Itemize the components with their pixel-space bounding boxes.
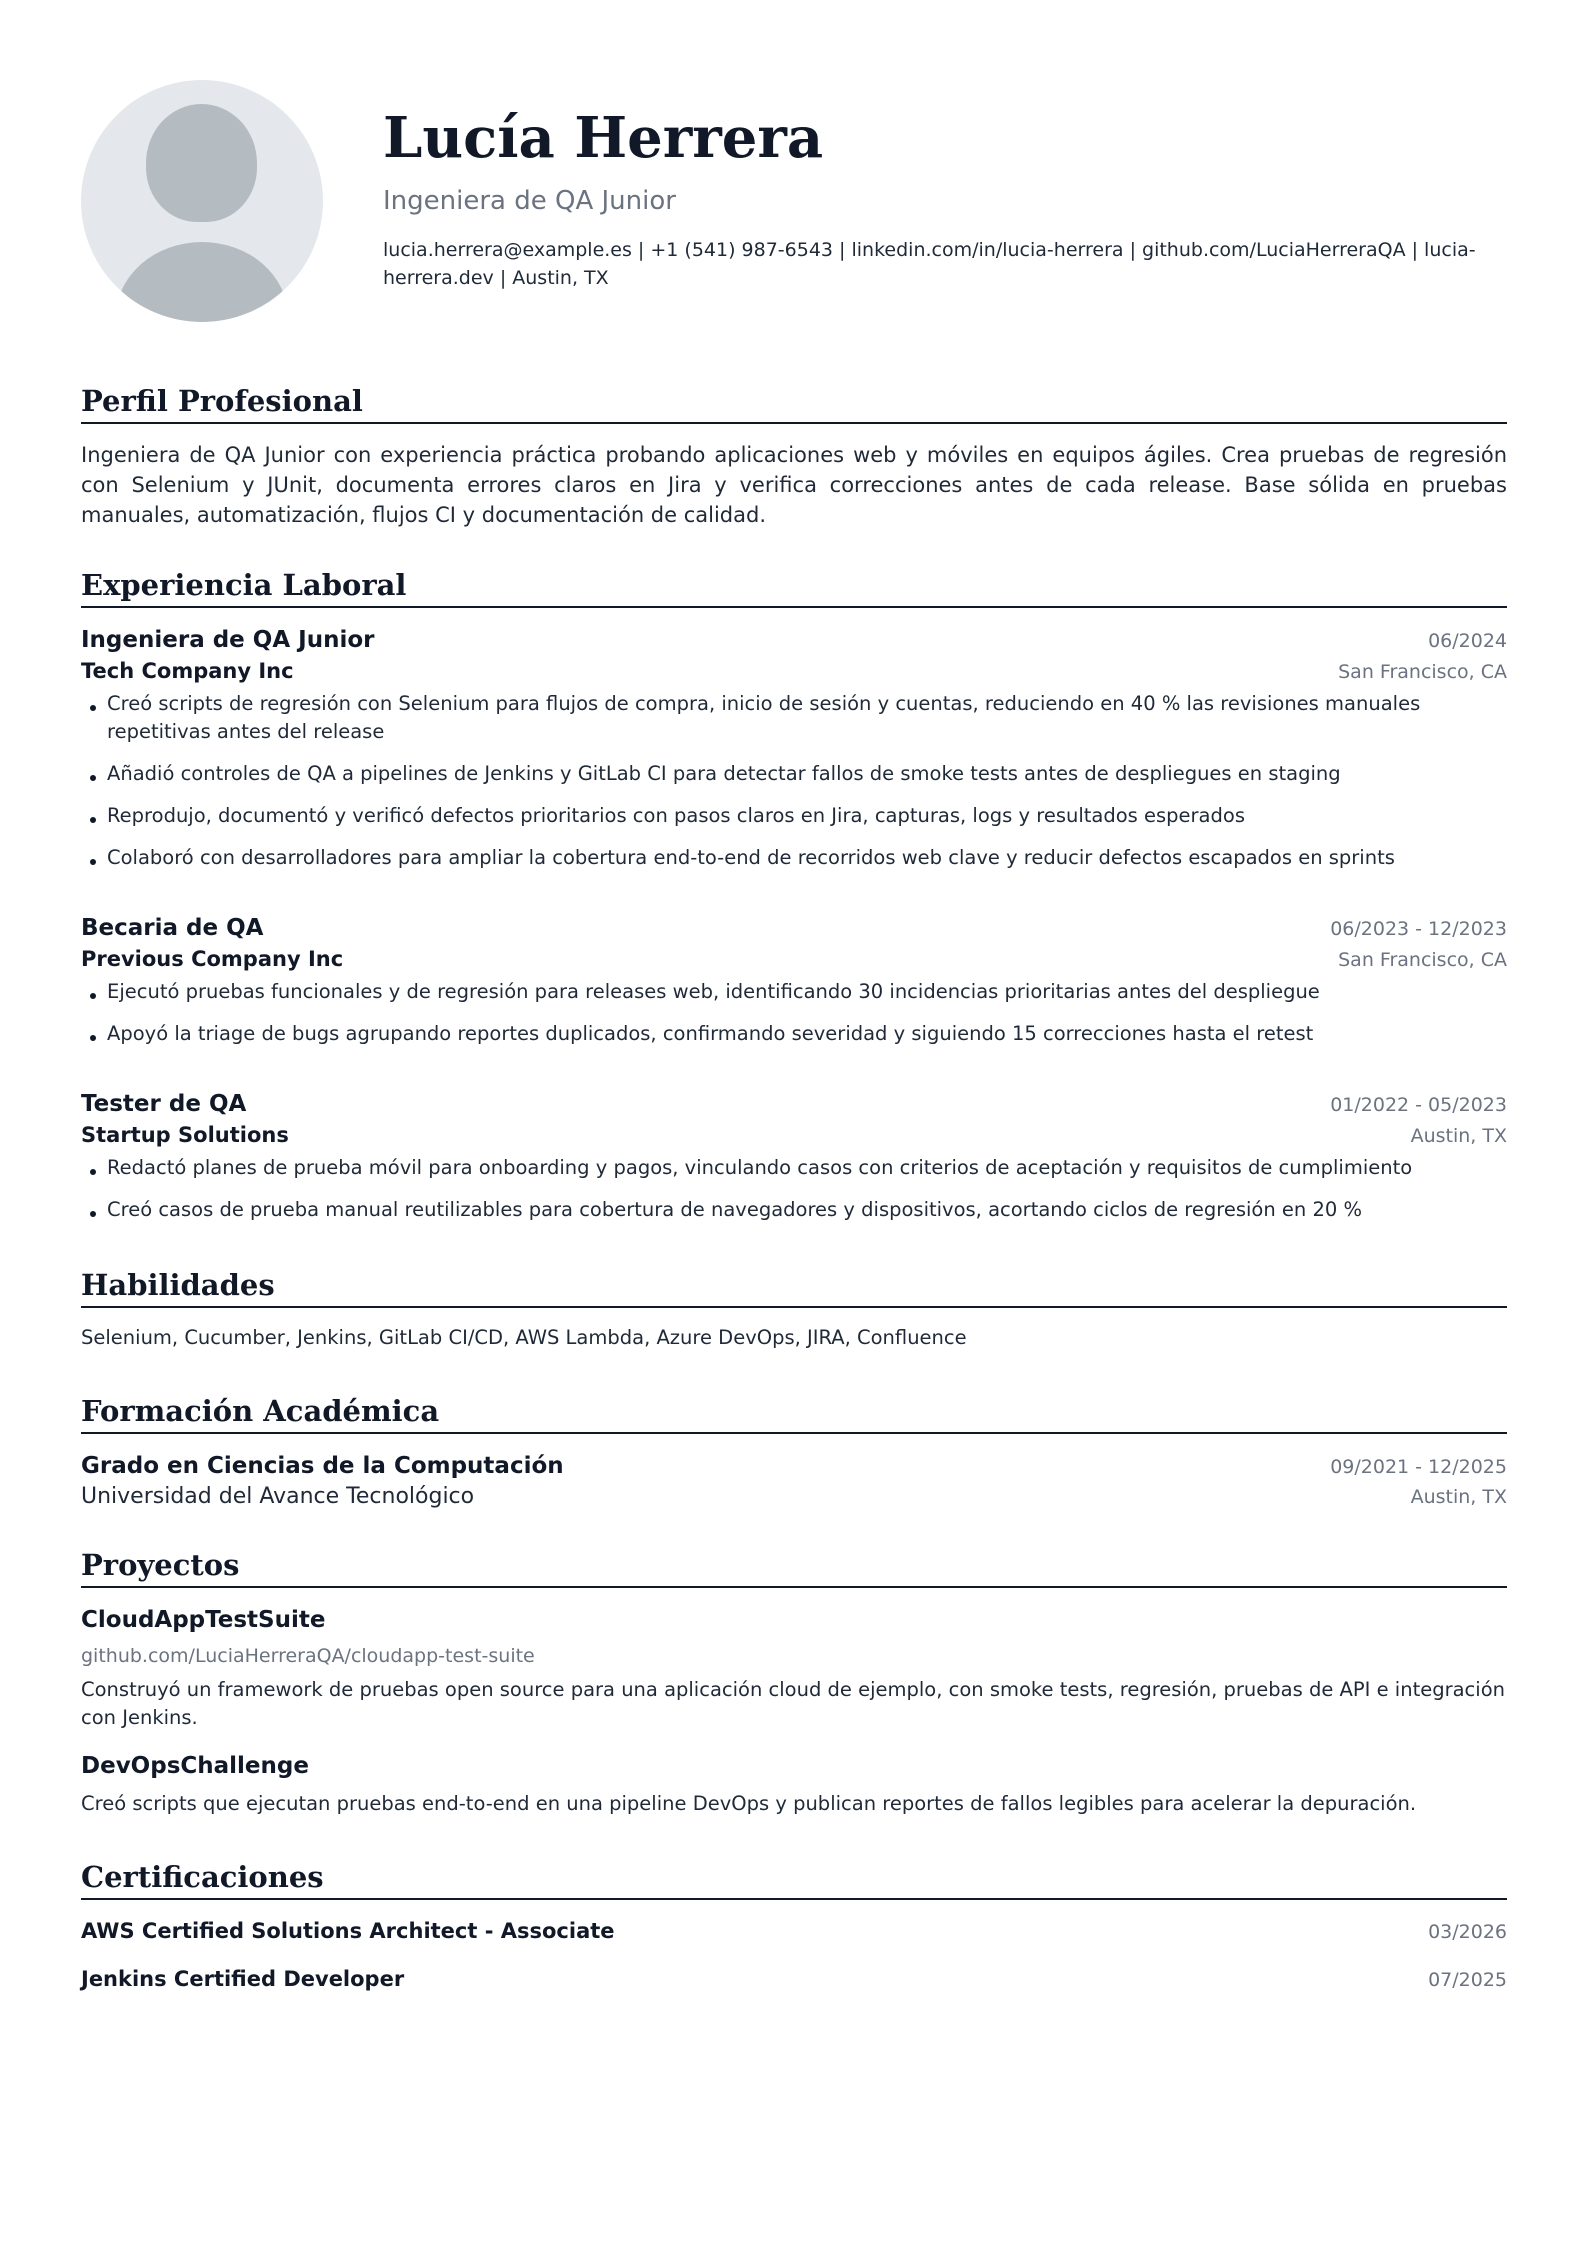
job-date: 01/2022 - 05/2023	[1330, 1094, 1507, 1116]
section-title-profile: Perfil Profesional	[81, 382, 1507, 424]
job-location: San Francisco, CA	[1338, 661, 1507, 683]
job-title: Tester de QA	[81, 1091, 247, 1117]
job-bullet: Colaboró con desarrolladores para ampliar la cobertura end-to-end de recorridos web clave y reducir defectos escapados en sprints	[81, 844, 1507, 872]
job-entry	[81, 912, 1507, 1048]
section-profile	[81, 382, 1507, 530]
job-bullets	[81, 1154, 1507, 1224]
profile-summary: Ingeniera de QA Junior con experiencia práctica probando aplicaciones web y móviles en equipos ágiles. Crea pruebas de regresión con Selenium y JUnit, documenta errores claros en Jira y verifica correcciones antes de cada release. Base sólida en pruebas manuales, automatización, flujos CI y documentación de calidad.	[81, 443, 1507, 527]
education-school-row	[81, 1482, 1507, 1512]
section-projects	[81, 1546, 1507, 1818]
job-company: Startup Solutions	[81, 1123, 289, 1147]
job-company: Previous Company Inc	[81, 947, 344, 971]
project-link[interactable]: github.com/LuciaHerreraQA/cloudapp-test-suite	[81, 1645, 535, 1667]
project-description: Creó scripts que ejecutan pruebas end-to-end en una pipeline DevOps y publican reportes de fallos legibles para acelerar la depuración.	[81, 1792, 1417, 1815]
education-location: Austin, TX	[1410, 1486, 1507, 1508]
avatar-body-shape	[116, 242, 288, 322]
avatar-placeholder-icon	[81, 80, 323, 322]
job-header-row	[81, 912, 1507, 944]
job-title: Ingeniera de QA Junior	[81, 627, 375, 653]
job-bullet: Apoyó la triage de bugs agrupando reportes duplicados, confirmando severidad y siguiendo 15 correcciones hasta el retest	[81, 1020, 1507, 1048]
job-location: San Francisco, CA	[1338, 949, 1507, 971]
education-school: Universidad del Avance Tecnológico	[81, 1484, 475, 1509]
section-title-education: Formación Académica	[81, 1392, 1507, 1434]
section-title-experience: Experiencia Laboral	[81, 566, 1507, 608]
education-header-row	[81, 1450, 1507, 1482]
project-name: CloudAppTestSuite	[81, 1607, 326, 1633]
skills-list: Selenium, Cucumber, Jenkins, GitLab CI/CD, AWS Lambda, Azure DevOps, JIRA, Confluence	[81, 1326, 967, 1349]
section-experience	[81, 566, 1507, 1224]
job-bullet: Ejecutó pruebas funcionales y de regresión para releases web, identificando 30 incidencias prioritarias antes del despliegue	[81, 978, 1507, 1006]
project-name: DevOpsChallenge	[81, 1753, 309, 1779]
section-education	[81, 1392, 1507, 1512]
section-title-certifications: Certificaciones	[81, 1858, 1507, 1900]
education-degree: Grado en Ciencias de la Computación	[81, 1453, 564, 1479]
job-location: Austin, TX	[1410, 1125, 1507, 1147]
job-header-row	[81, 1088, 1507, 1120]
avatar-head-shape	[146, 104, 257, 222]
job-bullets	[81, 978, 1507, 1048]
certification-name: AWS Certified Solutions Architect - Associate	[81, 1919, 615, 1943]
candidate-name: Lucía Herrera	[383, 105, 824, 171]
project-description: Construyó un framework de pruebas open source para una aplicación cloud de ejemplo, con smoke tests, regresión, pruebas de API e integración con Jenkins.	[81, 1678, 1505, 1729]
project-entry	[81, 1604, 1507, 1732]
section-skills	[81, 1266, 1507, 1352]
header-text	[383, 80, 1507, 292]
certification-date: 03/2026	[1428, 1921, 1507, 1943]
project-entry	[81, 1750, 1507, 1818]
job-company: Tech Company Inc	[81, 659, 294, 683]
education-date: 09/2021 - 12/2025	[1330, 1456, 1507, 1478]
certification-row	[81, 1964, 1507, 1994]
section-title-projects: Proyectos	[81, 1546, 1507, 1588]
job-entry	[81, 624, 1507, 872]
section-certifications	[81, 1858, 1507, 1994]
resume-header	[81, 80, 1507, 322]
job-bullets	[81, 690, 1507, 872]
contact-line: lucia.herrera@example.es | +1 (541) 987-6543 | linkedin.com/in/lucia-herrera | github.com/LuciaHerreraQA | lucia-herrera.dev | Austin, TX	[383, 239, 1476, 289]
job-bullet: Creó scripts de regresión con Selenium para flujos de compra, inicio de sesión y cuentas, reduciendo en 40 % las revisiones manuales repetitivas antes del release	[81, 690, 1507, 746]
certification-row	[81, 1916, 1507, 1946]
candidate-role: Ingeniera de QA Junior	[383, 186, 676, 216]
job-title: Becaria de QA	[81, 915, 264, 941]
certification-date: 07/2025	[1428, 1969, 1507, 1991]
job-company-row	[81, 944, 1507, 974]
job-date: 06/2024	[1428, 630, 1507, 652]
job-bullet: Reprodujo, documentó y verificó defectos prioritarios con pasos claros en Jira, capturas, logs y resultados esperados	[81, 802, 1507, 830]
job-header-row	[81, 624, 1507, 656]
job-bullet: Creó casos de prueba manual reutilizables para cobertura de navegadores y dispositivos, acortando ciclos de regresión en 20 %	[81, 1196, 1507, 1224]
job-company-row	[81, 656, 1507, 686]
job-company-row	[81, 1120, 1507, 1150]
job-bullet: Redactó planes de prueba móvil para onboarding y pagos, vinculando casos con criterios de aceptación y requisitos de cumplimiento	[81, 1154, 1507, 1182]
certification-name: Jenkins Certified Developer	[81, 1967, 405, 1991]
job-bullet: Añadió controles de QA a pipelines de Jenkins y GitLab CI para detectar fallos de smoke tests antes de despliegues en staging	[81, 760, 1507, 788]
job-date: 06/2023 - 12/2023	[1330, 918, 1507, 940]
section-title-skills: Habilidades	[81, 1266, 1507, 1308]
job-entry	[81, 1088, 1507, 1224]
